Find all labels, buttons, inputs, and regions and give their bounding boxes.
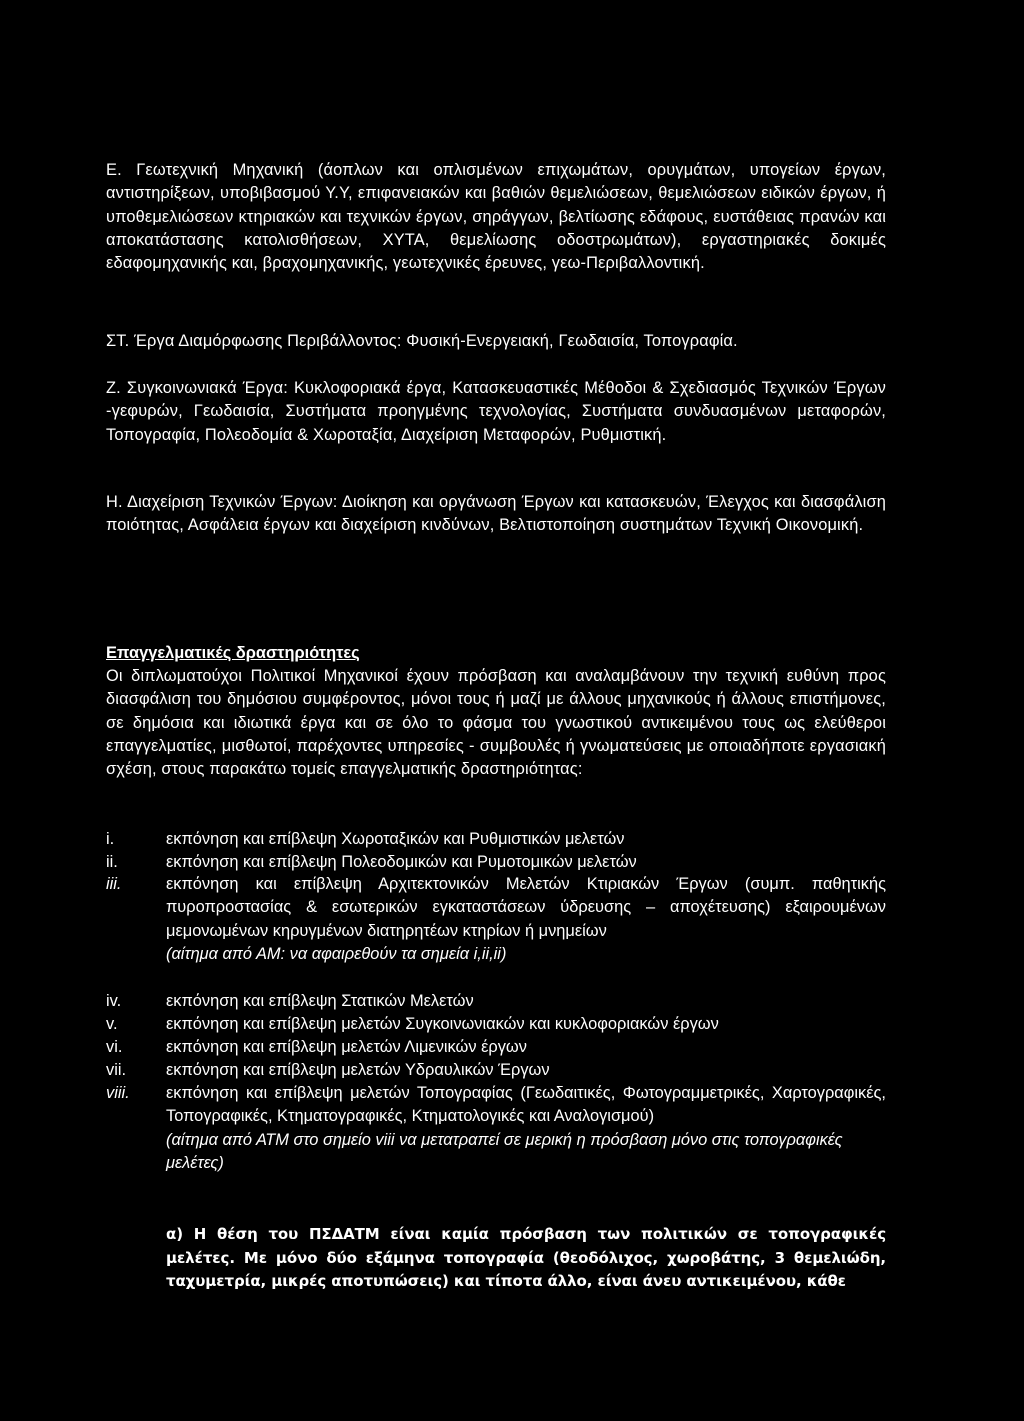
list-item-text: εκπόνηση και επίβλεψη Χωροταξικών και Ρυθμιστικών μελετών	[166, 830, 625, 848]
section-st-paragraph: ΣΤ. Έργα Διαμόρφωσης Περιβάλλοντος: Φυσική-Ενεργειακή, Γεωδαισία, Τοπογραφία.	[106, 332, 738, 350]
list-item-text: εκπόνηση και επίβλεψη Πολεοδομικών και Ρυμοτομικών μελετών	[166, 853, 637, 871]
list-item-note: (αίτημα από ΑΜ: να αφαιρεθούν τα σημεία i,ii,ii)	[166, 944, 507, 963]
section-e-paragraph: Ε. Γεωτεχνική Μηχανική (άοπλων και οπλισμένων επιχωμάτων, ορυγμάτων, υπογείων έργων, αντιστηρίξεων, υποβιβασμού Υ.Υ, επιφανειακών και βαθιών θεμελιώσεων, θεμελιώσεων ειδικών έργων, ή υποθεμελιώσεων κτηριακών και τεχνικών έργων, σηράγγων, βελτίωσης εδάφους, ευστάθειας πρανών και αποκατάστασης κατολισθήσεων, ΧΥΤΑ, θεμελίωσης οδοστρωμάτων), εργαστηριακές δοκιμές εδαφομηχανικής και, βραχομηχανικής, γεωτεχνικές έρευνες, γεω-Περιβαλλοντική.	[106, 161, 886, 273]
list-item-number: iv.	[106, 992, 122, 1010]
professional-intro-paragraph: Οι διπλωματούχοι Πολιτικοί Μηχανικοί έχουν πρόσβαση και αναλαμβάνουν την τεχνική ευθύνη προς διασφάλιση του δημόσιου συμφέροντος, μόνοι τους ή μαζί με άλλους μηχανικούς ή άλλους επιστήμονες, σε δημόσια και ιδιωτικά έργα και σε όλο το φάσμα του γνωστικού αντικειμένου τους ως ελεύθεροι επαγγελματίες, μισθωτοί, παρέχοντες υπηρεσίες - συμβουλές ή γνωματεύσεις με οποιαδήποτε εργασιακή σχέση, στους παρακάτω τομείς επαγγελματικής δραστηριότητας:	[106, 667, 886, 779]
list-item-text: εκπόνηση και επίβλεψη μελετών Υδραυλικών Έργων	[166, 1061, 550, 1079]
remark-paragraph: α) Η θέση του ΠΣΔΑΤΜ είναι καμία πρόσβαση των πολιτικών σε τοπογραφικές μελέτες. Με μόνο δύο εξάμηνα τοπογραφία (θεοδόλιχος, χωροβάτης, 3 θεμελιώδη, ταχυμετρία, μικρές αποτυπώσεις) και τίποτα άλλο, είναι άνευ αντικειμένου, κάθε	[166, 1225, 886, 1291]
list-item-text: εκπόνηση και επίβλεψη Στατικών Μελετών	[166, 992, 474, 1010]
list-item-text: εκπόνηση και επίβλεψη μελετών Λιμενικών έργων	[166, 1038, 527, 1056]
list-item-body	[166, 873, 886, 966]
list-item-number: ii.	[106, 853, 118, 871]
list-item-number: vii.	[106, 1061, 127, 1079]
list-item-number: iii.	[106, 875, 122, 893]
list-item-number: vi.	[106, 1038, 123, 1056]
professional-activities-heading: Επαγγελματικές δραστηριότητες	[106, 644, 360, 662]
list-item-number: viii.	[106, 1084, 130, 1102]
list-item-text: εκπόνηση και επίβλεψη Αρχιτεκτονικών Μελετών Κτιριακών Έργων (συμπ. παθητικής πυροπροστασίας & εσωτερικών εγκαταστάσεων ύδρευσης – αποχέτευσης) εξαιρουμένων μεμονωμένων κηρυγμένων διατηρητέων κτηρίων ή μνημείων	[166, 875, 886, 940]
list-item-body	[166, 1082, 886, 1175]
list-item-number: i.	[106, 830, 115, 848]
list-item-text: εκπόνηση και επίβλεψη μελετών Συγκοινωνιακών και κυκλοφοριακών έργων	[166, 1015, 719, 1033]
section-z-paragraph: Ζ. Συγκοινωνιακά Έργα: Κυκλοφοριακά έργα, Κατασκευαστικές Μέθοδοι & Σχεδιασμός Τεχνικών Έργων -γεφυρών, Γεωδαισία, Συστήματα προηγμένης τεχνολογίας, Συστήματα συνδυασμένων μεταφορών, Τοπογραφία, Πολεοδομία & Χωροταξία, Διαχείριση Μεταφορών, Ρυθμιστική.	[106, 379, 886, 444]
list-item-number: v.	[106, 1015, 118, 1033]
list-item-text: εκπόνηση και επίβλεψη μελετών Τοπογραφίας (Γεωδαιτικές, Φωτογραμμετρικές, Χαρτογραφικές, Τοπογραφικές, Κτηματογραφικές, Κτηματολογικές και Αναλογισμού)	[166, 1084, 886, 1126]
list-item-note: (αίτημα από ΑΤΜ στο σημείο viii να μετατραπεί σε μερική η πρόσβαση μόνο στις τοπογραφικές μελέτες)	[166, 1130, 843, 1172]
section-h-paragraph: Η. Διαχείριση Τεχνικών Έργων: Διοίκηση και οργάνωση Έργων και κατασκευών, Έλεγχος και διασφάλιση ποιότητας, Ασφάλεια έργων και διαχείριση κινδύνων, Βελτιστοποίηση συστημάτων Τεχνική Οικονομική.	[106, 493, 886, 535]
